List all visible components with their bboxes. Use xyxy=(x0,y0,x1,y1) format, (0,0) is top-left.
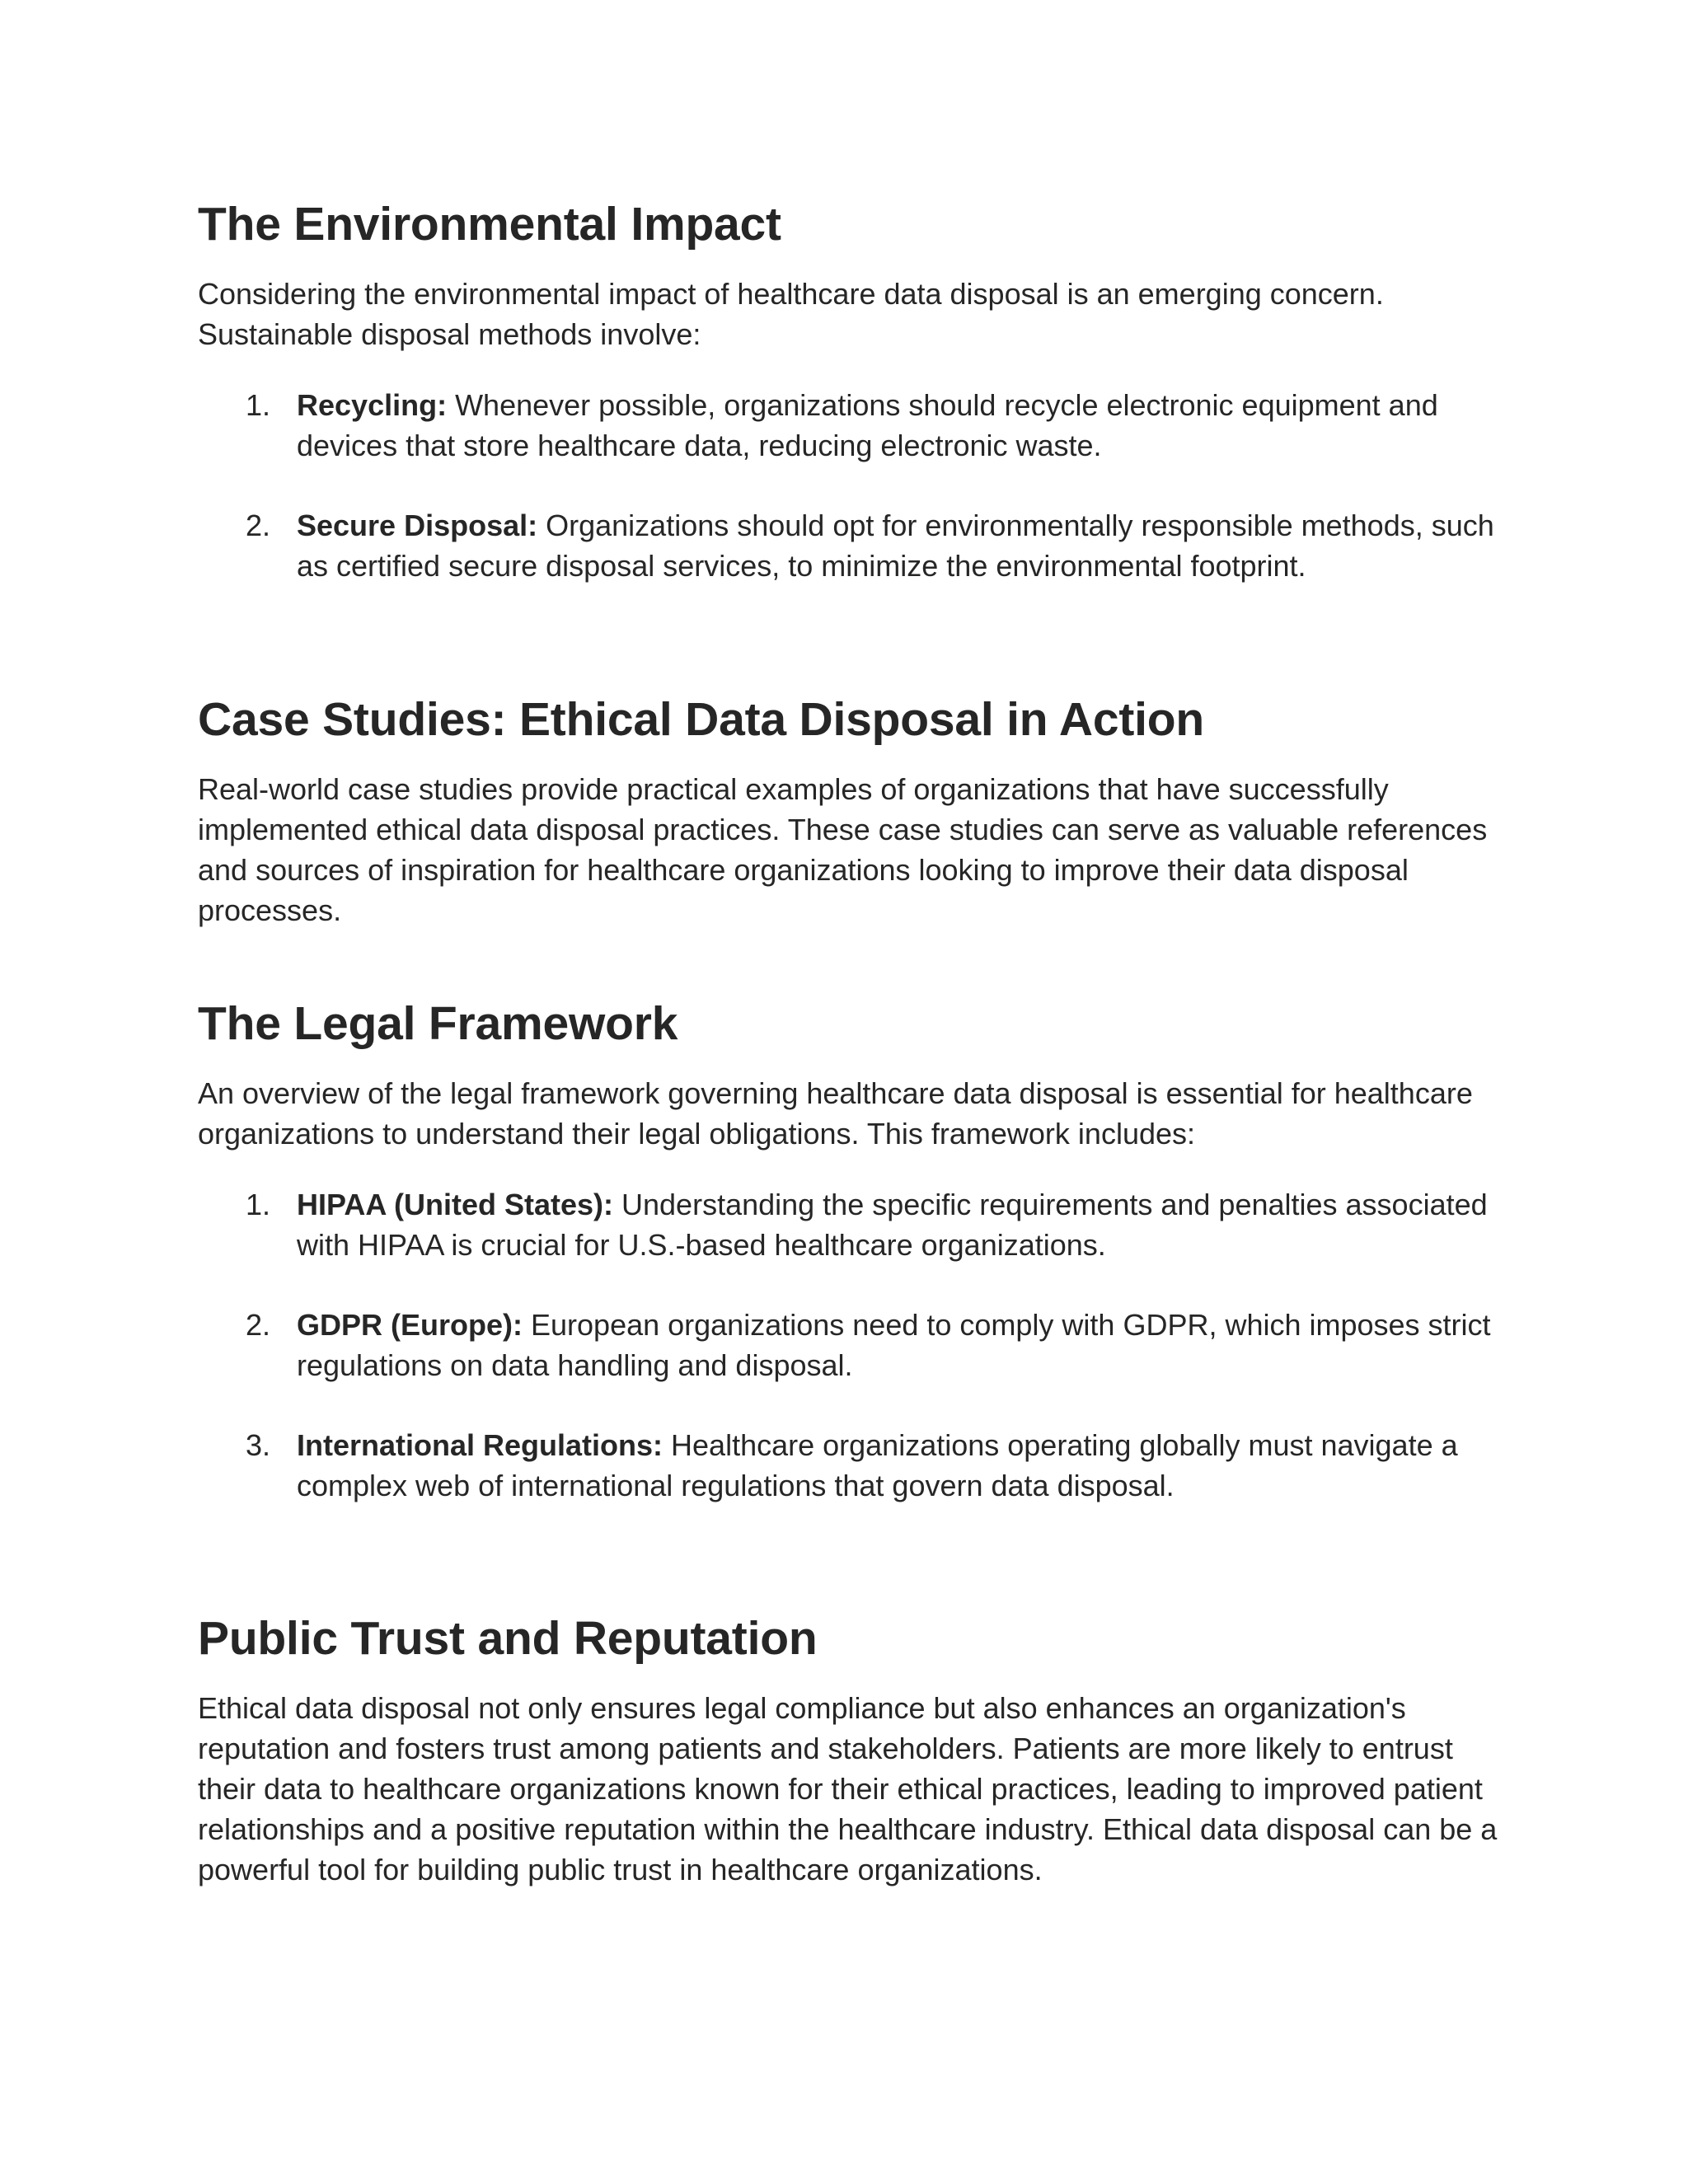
list-item-text: Organizations should opt for environmentally responsible methods, such as certified secure disposal services, to minimize the environmental footprint. xyxy=(297,509,1494,583)
list-number: 1. xyxy=(246,388,271,422)
list-item-text: European organizations need to comply with GDPR, which imposes strict regulations on data handling and disposal. xyxy=(297,1308,1491,1382)
section-legal-framework xyxy=(198,995,1500,1506)
section-heading: Public Trust and Reputation xyxy=(198,1612,818,1665)
list-item-text: Healthcare organizations operating globally must navigate a complex web of international regulations that govern data disposal. xyxy=(297,1428,1458,1502)
list-number: 3. xyxy=(246,1428,271,1462)
section-intro: An overview of the legal framework governing healthcare data disposal is essential for healthcare organizations to understand their legal obligations. This framework includes: xyxy=(198,1076,1473,1151)
list-item-label: International Regulations: xyxy=(297,1428,663,1462)
section-public-trust xyxy=(198,1610,1500,1890)
section-environmental-impact xyxy=(198,195,1500,586)
section-intro: Considering the environmental impact of healthcare data disposal is an emerging concern. Sustainable disposal methods involve: xyxy=(198,277,1384,351)
section-intro: Real-world case studies provide practical examples of organizations that have successfully implemented ethical data disposal practices. These case studies can serve as valuable references and sources of inspiration for healthcare organizations looking to improve their data disposal processes. xyxy=(198,772,1488,927)
numbered-list xyxy=(198,1184,1500,1506)
list-item-label: Recycling: xyxy=(297,388,448,422)
numbered-list xyxy=(198,385,1500,586)
list-item xyxy=(198,385,1500,466)
list-number: 2. xyxy=(246,1308,271,1342)
list-item xyxy=(198,1305,1500,1385)
list-item xyxy=(198,1184,1500,1265)
section-intro: Ethical data disposal not only ensures legal compliance but also enhances an organization's reputation and fosters trust among patients and stakeholders. Patients are more likely to entrust their data to healthcare organizations known for their ethical practices, leading to improved patient relationships and a positive reputation within the healthcare industry. Ethical data disposal can be a powerful tool for building public trust in healthcare organizations. xyxy=(198,1691,1498,1886)
section-heading: The Legal Framework xyxy=(198,997,678,1050)
list-item xyxy=(198,505,1500,586)
list-number: 1. xyxy=(246,1188,271,1221)
section-heading: Case Studies: Ethical Data Disposal in Action xyxy=(198,693,1205,746)
section-heading: The Environmental Impact xyxy=(198,198,781,251)
list-item-text: Understanding the specific requirements and penalties associated with HIPAA is crucial for U.S.-based healthcare organizations. xyxy=(297,1188,1488,1262)
list-item xyxy=(198,1425,1500,1506)
list-item-label: HIPAA (United States): xyxy=(297,1188,614,1221)
list-item-label: Secure Disposal: xyxy=(297,509,538,542)
section-case-studies xyxy=(198,691,1500,930)
list-item-text: Whenever possible, organizations should recycle electronic equipment and devices that store healthcare data, reducing electronic waste. xyxy=(297,388,1438,462)
list-item-label: GDPR (Europe): xyxy=(297,1308,523,1342)
list-number: 2. xyxy=(246,509,271,542)
